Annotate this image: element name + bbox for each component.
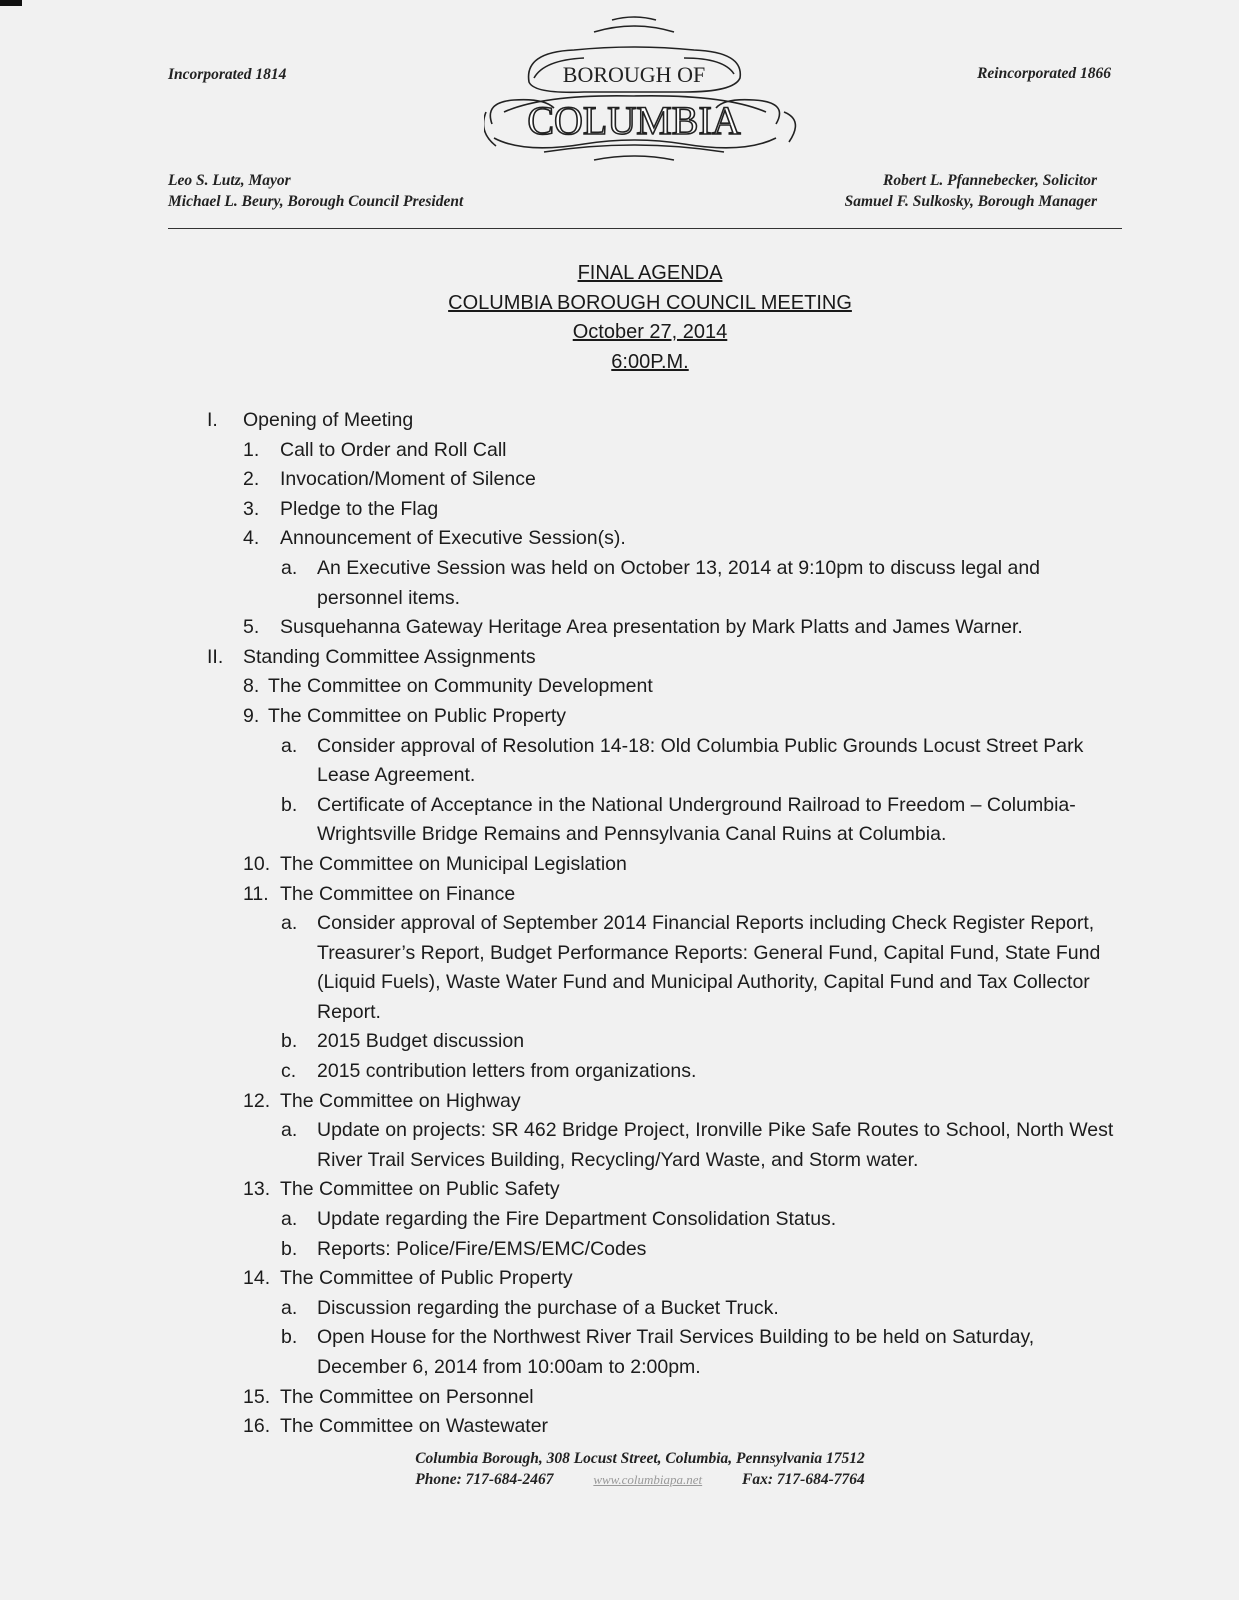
section-title: Standing Committee Assignments [243,645,536,668]
agenda-item [0,1412,1239,1442]
subitem-label: An Executive Session was held on October 13, 2014 at 9:10pm to discuss legal and personnel items. [317,556,1041,609]
title-meeting: COLUMBIA BOROUGH COUNCIL MEETING [448,291,852,314]
footer-fax: Fax: 717-684-7764 [742,1471,865,1488]
subitem-letter: a. [281,912,298,935]
agenda-item [0,672,1239,702]
agenda-subitem [0,1205,1239,1235]
item-number: 2. [243,468,260,491]
footer-website-link[interactable]: www.columbiapa.net [593,1472,703,1487]
agenda-subitem [0,1294,1239,1324]
logo-top-text: BOROUGH OF [562,62,706,87]
subitem-letter: b. [281,793,298,816]
reincorporated-date: Reincorporated 1866 [977,65,1111,82]
title-date: October 27, 2014 [572,321,728,343]
agenda-item [0,1087,1239,1117]
item-number: 8. [243,675,260,698]
agenda-item [0,524,1239,554]
item-label: The Committee of Public Property [280,1267,573,1290]
agenda-section [0,643,1239,673]
incorporated-date: Incorporated 1814 [168,66,287,83]
agenda-subitem [0,1235,1239,1265]
agenda-subitem [0,732,1239,791]
officials-right [845,170,1097,212]
subitem-letter: b. [281,1326,298,1349]
agenda-subitem [0,1323,1239,1382]
item-label: The Committee on Public Safety [280,1178,560,1201]
solicitor: Robert L. Pfannebecker, Solicitor [883,172,1097,189]
agenda-subitem [0,1027,1239,1057]
item-number: 10. [243,852,271,875]
subitem-label: 2015 contribution letters from organizations. [317,1060,697,1083]
subitem-letter: a. [281,734,298,757]
item-number: 13. [243,1178,271,1201]
subitem-letter: a. [281,1119,298,1142]
title-time: 6:00P.M. [611,350,689,373]
council-president: Michael L. Beury, Borough Council President [168,193,464,210]
borough-logo [484,12,814,162]
item-number: 11. [243,882,269,905]
footer [0,1448,1239,1490]
item-label: The Committee on Finance [280,882,516,905]
agenda-item [0,495,1239,525]
item-number: 16. [243,1415,271,1438]
letterhead [0,0,1239,240]
agenda-item [0,613,1239,643]
item-number: 3. [243,497,260,520]
title-final-agenda: FINAL AGENDA [577,262,723,284]
agenda-item [0,702,1239,732]
subitem-letter: a. [281,1296,298,1319]
item-number: 14. [243,1267,271,1290]
item-label: Announcement of Executive Session(s). [280,527,626,550]
item-label: The Committee on Public Property [268,704,567,727]
subitem-label: Reports: Police/Fire/EMS/EMC/Codes [317,1237,647,1260]
logo-main-text: COLUMBIA [527,98,741,143]
item-label: The Committee on Personnel [280,1385,534,1408]
subitem-letter: c. [281,1060,297,1083]
item-number: 15. [243,1385,271,1408]
subitem-label: Update on projects: SR 462 Bridge Project, Ironville Pike Safe Routes to School, North West River Trail Services Building, Recycling/Yard Waste, and Storm water. [317,1119,1114,1171]
agenda-list [0,406,1239,1442]
subitem-letter: a. [281,556,298,579]
footer-phone: Phone: 717-684-2467 [415,1471,554,1488]
item-label: The Committee on Highway [280,1089,521,1112]
agenda-subitem [0,1116,1239,1175]
subitem-letter: b. [281,1030,298,1053]
officials-left [168,170,463,212]
borough-manager: Samuel F. Sulkosky, Borough Manager [844,193,1097,210]
subitem-letter: b. [281,1237,298,1260]
subitem-label: Open House for the Northwest River Trail Services Building to be held on Saturday, December 6, 2014 from 10:00am to 2:00pm. [317,1326,1035,1378]
agenda-item [0,1264,1239,1294]
item-label: The Committee on Community Development [268,675,653,698]
agenda-item [0,880,1239,910]
agenda-subitem [0,1057,1239,1087]
subitem-label: Update regarding the Fire Department Consolidation Status. [317,1208,837,1231]
item-number: 4. [243,527,260,550]
agenda-subitem [0,791,1239,850]
footer-contact [0,1469,1239,1490]
subitem-label: Discussion regarding the purchase of a Bucket Truck. [317,1296,779,1319]
subitem-label: 2015 Budget discussion [317,1030,525,1053]
agenda-item [0,436,1239,466]
subitem-letter: a. [281,1208,298,1231]
agenda-item [0,1383,1239,1413]
agenda-section [0,406,1239,436]
section-number: II. [207,645,224,668]
mayor: Leo S. Lutz, Mayor [168,172,291,189]
agenda-item [0,465,1239,495]
item-label: Pledge to the Flag [280,497,439,520]
item-label: Call to Order and Roll Call [280,438,507,461]
agenda-item [0,850,1239,880]
item-label: Susquehanna Gateway Heritage Area presentation by Mark Platts and James Warner. [280,616,1023,639]
subitem-label: Consider approval of Resolution 14-18: Old Columbia Public Grounds Locust Street Park Lease Agreement. [317,734,1084,787]
item-number: 5. [243,616,260,639]
agenda-item [0,1175,1239,1205]
item-number: 1. [243,438,260,461]
letterhead-divider [168,228,1122,229]
item-label: The Committee on Wastewater [280,1415,549,1438]
item-number: 9. [243,704,260,727]
section-number: I. [207,409,218,431]
agenda-subitem [0,909,1239,1027]
item-label: The Committee on Municipal Legislation [280,852,627,875]
section-title: Opening of Meeting [243,409,414,431]
agenda-subitem [0,554,1239,613]
subitem-label: Certificate of Acceptance in the National Underground Railroad to Freedom – Columbia-Wrightsville Bridge Remains and Pennsylvania Canal Ruins at Columbia. [317,793,1076,846]
item-label: Invocation/Moment of Silence [280,468,536,491]
subitem-label: Consider approval of September 2014 Financial Reports including Check Register Report, Treasurer’s Report, Budget Performance Reports: General Fund, Capital Fund, State Fund (Liquid Fuels), Waste Water Fund and Municipal Authority, Capital Fund and Tax Collector Report. [317,912,1101,1023]
item-number: 12. [243,1089,271,1112]
footer-address: Columbia Borough, 308 Locust Street, Columbia, Pennsylvania 17512 [415,1450,865,1467]
agenda-title [0,259,1239,377]
